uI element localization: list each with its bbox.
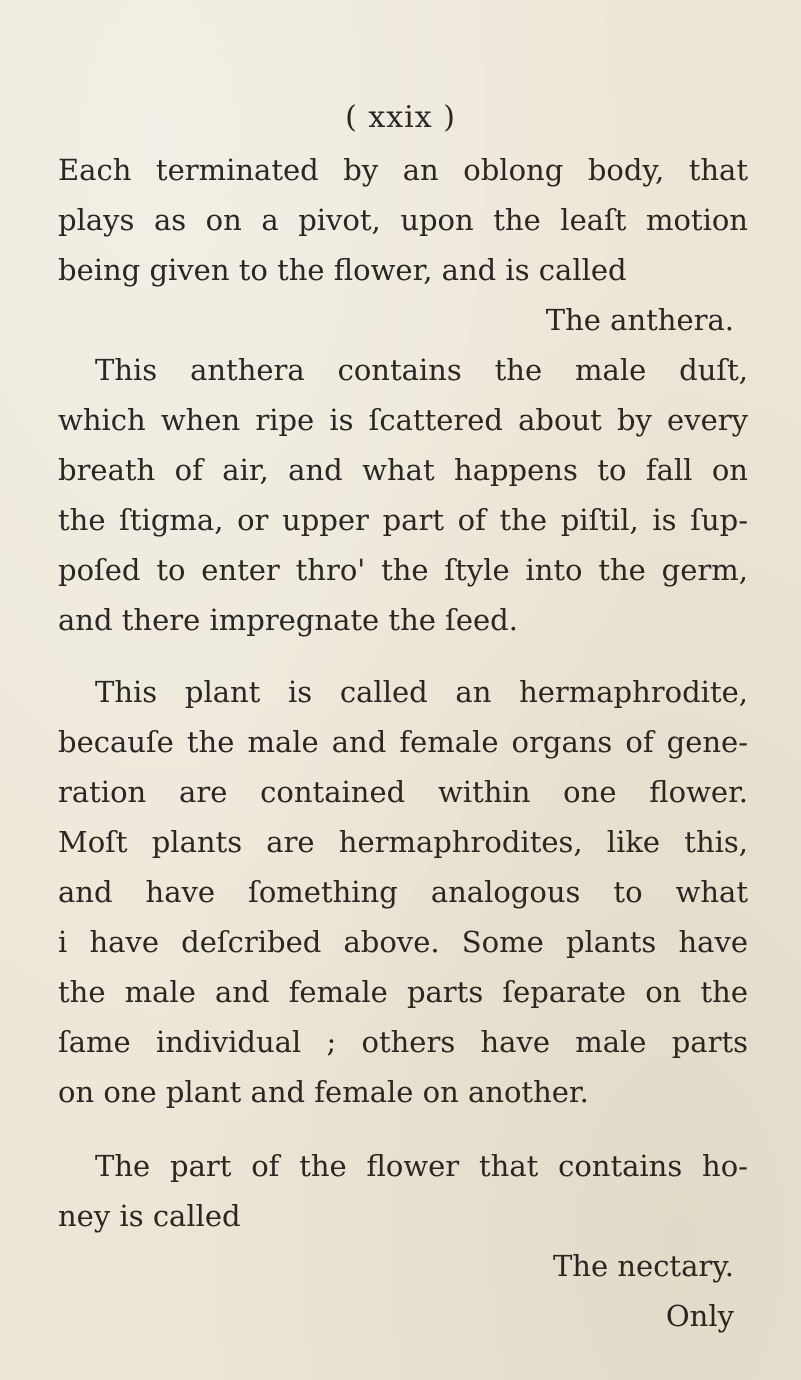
text-line: Moſt plants are hermaphrodites, like this, xyxy=(58,825,748,859)
text-line: breath of air, and what happens to fall on xyxy=(58,453,748,487)
text-line: being given to the flower, and is called xyxy=(58,253,627,287)
text-line: This anthera contains the male duſt, xyxy=(95,353,748,387)
text-line: This plant is called an hermaphrodite, xyxy=(95,675,748,709)
page-number-header: ( xxix ) xyxy=(345,100,456,135)
text-line: i have deſcribed above. Some plants have xyxy=(58,925,748,959)
text-line-heading: The anthera. xyxy=(545,303,734,337)
text-line: ration are contained within one flower. xyxy=(58,775,748,809)
text-line: The part of the flower that contains ho- xyxy=(95,1149,748,1183)
text-line-heading: The nectary. xyxy=(552,1249,734,1283)
text-line: and there impregnate the ſeed. xyxy=(58,603,518,637)
text-line: which when ripe is ſcattered about by every xyxy=(58,403,748,437)
text-line: poſed to enter thro' the ſtyle into the germ, xyxy=(58,553,748,587)
text-line: Each terminated by an oblong body, that xyxy=(58,153,748,187)
text-line: becauſe the male and female organs of gene- xyxy=(58,725,748,759)
text-line: ney is called xyxy=(58,1199,241,1233)
text-line: plays as on a pivot, upon the leaſt motion xyxy=(58,203,748,237)
catchword: Only xyxy=(665,1299,734,1333)
text-line: and have ſomething analogous to what xyxy=(58,875,748,909)
text-line: the ſtigma, or upper part of the piſtil, is ſup- xyxy=(58,503,748,537)
text-line: on one plant and female on another. xyxy=(58,1075,589,1109)
text-line: the male and female parts ſeparate on the xyxy=(58,975,748,1009)
text-line: ſame individual ; others have male parts xyxy=(58,1025,748,1059)
